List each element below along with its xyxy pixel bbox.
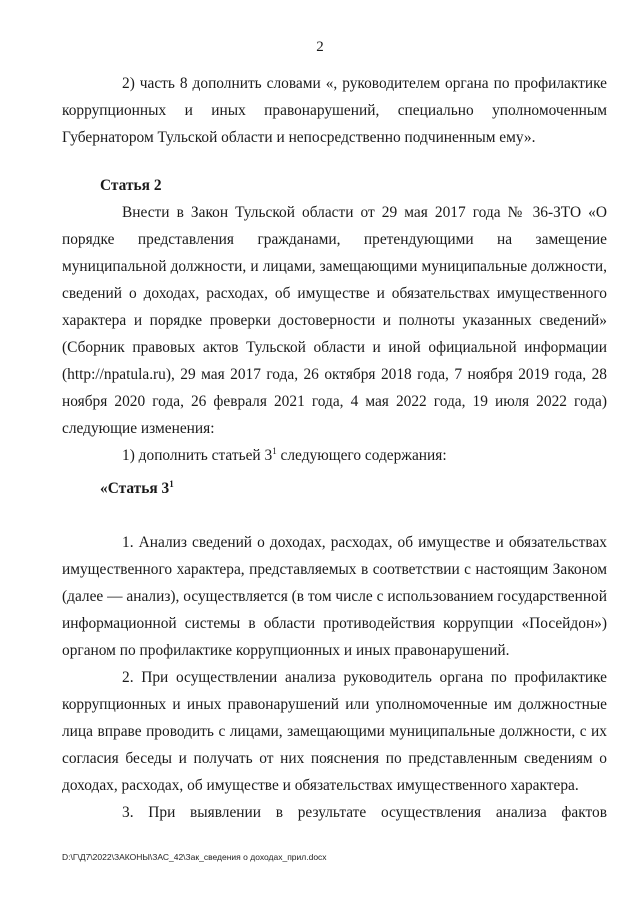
- article31-heading-prefix: «Статья 3: [100, 480, 170, 497]
- part2-paragraph: 2) часть 8 дополнить словами «, руководителем органа по профилактике коррупционных и иных правонарушений, специально уполномоченным Губернатором Тульской области и непосредственно подчиненным ему».: [62, 75, 607, 146]
- article2-block: [62, 172, 607, 199]
- article2-body: [62, 199, 607, 469]
- article2-item1-paragraph: [62, 442, 607, 469]
- article2-item1-suffix: следующего содержания:: [276, 447, 447, 464]
- article31-body: [62, 529, 607, 826]
- file-path-footer: D:\Г\Д7\2022\ЗАКОНЫ\ЗАС_42\Зак_сведения о доходах_прил.docx: [62, 852, 327, 862]
- article31-heading: [62, 475, 607, 502]
- article2-intro-paragraph: Внести в Закон Тульской области от 29 мая 2017 года № 36-ЗТО «О порядке представления гражданами, претендующими на замещение муниципальной должности, и лицами, замещающими муниципальные должности, сведений о доходах, расходах, об имуществе и обязательствах имущественного характера и порядке проверки достоверности и полноты указанных сведений» (Сборник правовых актов Тульской области и иной официальной информации (http://npatula.ru), 29 мая 2017 года, 26 октября 2018 года, 7 ноября 2019 года, 28 ноября 2020 года, 26 февраля 2021 года, 4 мая 2022 года, 19 июля 2022 года) следующие изменения:: [62, 204, 607, 437]
- article31-para1: 1. Анализ сведений о доходах, расходах, об имуществе и обязательствах имущественного характера, представляемых в соответствии с настоящим Законом (далее — анализ), осуществляется (в том числе с использованием государственной информационной системы в области противодействия коррупции «Посейдон») органом по профилактике коррупционных и иных правонарушений.: [62, 534, 607, 659]
- page-number: 2: [316, 39, 324, 55]
- article2-heading: Статья 2: [100, 177, 162, 194]
- article2-item1-prefix: 1) дополнить статьей 3: [122, 447, 273, 464]
- part2-block: [62, 70, 607, 151]
- article2-item1-sup: 1: [272, 446, 277, 456]
- article31-heading-sup: 1: [169, 479, 174, 489]
- article31-para2: 2. При осуществлении анализа руководитель органа по профилактике коррупционных и иных правонарушений или уполномоченные им должностные лица вправе проводить с лицами, замещающими муниципальные должности, с их согласия беседы и получать от них пояснения по представленным сведениям о доходах, расходах, об имуществе и обязательствах имущественного характера.: [62, 669, 607, 794]
- article31-heading-block: [62, 475, 607, 502]
- article31-para3: 3. При выявлении в результате осуществления анализа фактов: [122, 804, 607, 821]
